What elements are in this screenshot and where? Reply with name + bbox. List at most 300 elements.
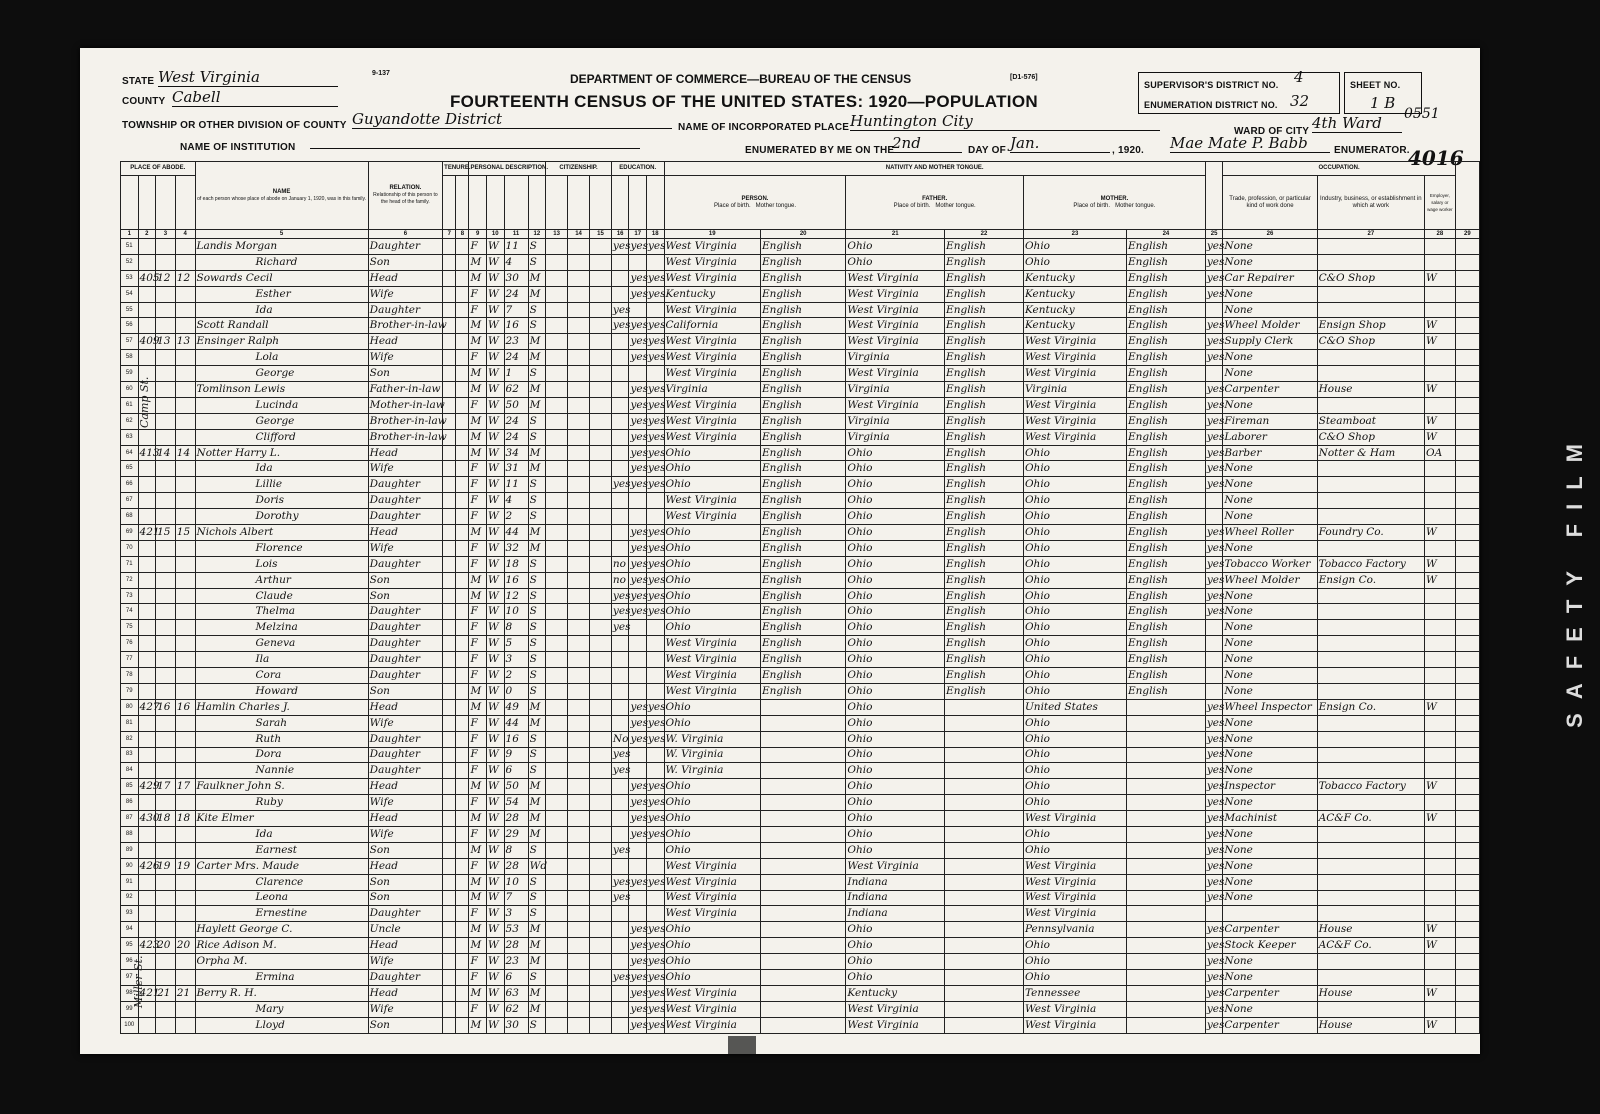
sex-cell: F [469, 747, 487, 763]
family-number-cell: 18 [175, 811, 195, 827]
occupation-cell: None [1223, 366, 1317, 382]
dwelling-number-cell [156, 461, 176, 477]
owned-cell [443, 652, 456, 668]
naturalization-year-cell [589, 302, 611, 318]
table-row [121, 842, 1480, 858]
person-name-cell: Doris [195, 493, 368, 509]
can-write-cell: yes [646, 731, 664, 747]
naturalization-year-cell [589, 350, 611, 366]
age-cell: 16 [504, 318, 528, 334]
mother-tongue-cell [760, 1017, 845, 1033]
industry-cell [1317, 254, 1424, 270]
immigration-year-cell [546, 954, 568, 970]
mother-tongue-cell: English [760, 525, 845, 541]
owned-cell [443, 461, 456, 477]
column-number: 6 [368, 230, 443, 239]
table-row [121, 763, 1480, 779]
can-read-cell: yes [629, 922, 647, 938]
can-write-cell [646, 906, 664, 922]
can-read-cell: yes [629, 731, 647, 747]
mortgage-cell [456, 286, 469, 302]
relation-cell: Daughter [368, 731, 443, 747]
naturalized-cell [568, 811, 590, 827]
employer-class-cell [1425, 858, 1456, 874]
mortgage-cell [456, 826, 469, 842]
farm-schedule-cell [1455, 826, 1479, 842]
table-row [121, 239, 1480, 255]
can-read-cell: yes [629, 954, 647, 970]
race-cell: W [486, 636, 504, 652]
dwelling-number-cell [156, 763, 176, 779]
person-name-cell: Arthur [195, 572, 368, 588]
sex-cell: M [469, 588, 487, 604]
table-row [121, 795, 1480, 811]
father-mother-tongue-cell: English [945, 668, 1024, 684]
table-row [121, 525, 1480, 541]
speaks-english-cell: yes [1205, 1001, 1223, 1017]
table-row [121, 985, 1480, 1001]
immigration-year-cell [546, 668, 568, 684]
race-cell: W [486, 906, 504, 922]
immigration-year-cell [546, 922, 568, 938]
industry-cell [1317, 858, 1424, 874]
naturalization-year-cell [589, 397, 611, 413]
immigration-year-cell [546, 588, 568, 604]
line-number-cell: 85 [121, 779, 139, 795]
dwelling-number-cell [156, 382, 176, 398]
dwelling-number-cell [156, 572, 176, 588]
father-mother-tongue-cell: English [945, 540, 1024, 556]
enumerated-day: 2nd [892, 134, 962, 153]
sex-cell: F [469, 302, 487, 318]
mother-mother-tongue-cell: English [1126, 254, 1205, 270]
race-cell: W [486, 334, 504, 350]
owned-cell [443, 779, 456, 795]
naturalization-year-cell [589, 509, 611, 525]
mother-mother-tongue-cell: English [1126, 525, 1205, 541]
farm-schedule-cell [1455, 572, 1479, 588]
father-mother-tongue-cell: English [945, 413, 1024, 429]
race-cell: W [486, 239, 504, 255]
employer-class-cell: W [1425, 1017, 1456, 1033]
birthplace-cell: West Virginia [664, 254, 760, 270]
column-number: 2 [138, 230, 156, 239]
industry-cell [1317, 969, 1424, 985]
sex-cell: F [469, 1001, 487, 1017]
line-number-cell: 82 [121, 731, 139, 747]
race-cell: W [486, 938, 504, 954]
immigration-year-cell [546, 540, 568, 556]
naturalization-year-cell [589, 413, 611, 429]
mother-mother-tongue-cell: English [1126, 286, 1205, 302]
employer-class-cell: W [1425, 429, 1456, 445]
ward-label: WARD OF CITY [1234, 126, 1310, 137]
immigration-year-cell [546, 382, 568, 398]
speaks-english-cell [1205, 636, 1223, 652]
enumerator-label: ENUMERATOR. [1334, 145, 1410, 156]
attended-school-cell [611, 509, 629, 525]
naturalization-year-cell [589, 715, 611, 731]
sex-cell: M [469, 572, 487, 588]
birthplace-cell: West Virginia [664, 270, 760, 286]
family-number-cell [175, 715, 195, 731]
mother-birthplace-cell: West Virginia [1023, 350, 1126, 366]
age-cell: 28 [504, 811, 528, 827]
house-number-cell [138, 1017, 156, 1033]
can-write-cell: yes [646, 334, 664, 350]
attended-school-cell [611, 699, 629, 715]
speaks-english-cell: yes [1205, 239, 1223, 255]
father-birthplace-cell: Ohio [846, 922, 945, 938]
person-name-cell: Ernestine [195, 906, 368, 922]
marital-status-cell: S [528, 509, 546, 525]
family-header [175, 176, 195, 230]
father-mother-tongue-cell [945, 890, 1024, 906]
employer-class-cell: W [1425, 525, 1456, 541]
father-birthplace-cell: Ohio [846, 652, 945, 668]
industry-cell [1317, 668, 1424, 684]
can-write-cell: yes [646, 461, 664, 477]
speaks-english-cell: yes [1205, 731, 1223, 747]
line-number-cell: 94 [121, 922, 139, 938]
line-number-cell: 87 [121, 811, 139, 827]
family-number-cell: 12 [175, 270, 195, 286]
mother-mother-tongue-cell [1126, 747, 1205, 763]
relation-cell: Son [368, 874, 443, 890]
father-birthplace-cell: Ohio [846, 540, 945, 556]
father-mother-tongue-cell: English [945, 556, 1024, 572]
father-mother-tongue-cell [945, 842, 1024, 858]
speaks-english-cell: yes [1205, 811, 1223, 827]
farm-schedule-cell [1455, 477, 1479, 493]
person-name-cell: George [195, 366, 368, 382]
naturalization-year-cell [589, 540, 611, 556]
industry-cell [1317, 731, 1424, 747]
owned-cell [443, 350, 456, 366]
mortgage-cell [456, 413, 469, 429]
marital-status-cell: M [528, 350, 546, 366]
mortgage-cell [456, 652, 469, 668]
owned-cell [443, 715, 456, 731]
day-of-label: DAY OF [968, 145, 1006, 156]
owned-cell [443, 556, 456, 572]
line-number-cell: 86 [121, 795, 139, 811]
naturalization-year-cell [589, 445, 611, 461]
mortgage-cell [456, 938, 469, 954]
immigration-year-cell [546, 270, 568, 286]
house-number-cell: 409 [138, 334, 156, 350]
attended-school-cell [611, 334, 629, 350]
age-cell: 49 [504, 699, 528, 715]
table-row [121, 715, 1480, 731]
age-cell: 32 [504, 540, 528, 556]
can-write-cell: yes [646, 382, 664, 398]
naturalized-cell [568, 731, 590, 747]
attended-school-cell [611, 715, 629, 731]
relation-cell: Wife [368, 461, 443, 477]
farm-schedule-cell [1455, 525, 1479, 541]
relation-cell: Daughter [368, 747, 443, 763]
relation-cell: Daughter [368, 509, 443, 525]
naturalized-cell [568, 350, 590, 366]
enumerator-name: Mae Mate P. Babb [1170, 134, 1330, 153]
house-number-cell [138, 922, 156, 938]
occupation-cell: None [1223, 715, 1317, 731]
mother-mother-tongue-cell [1126, 890, 1205, 906]
speaks-english-cell: yes [1205, 842, 1223, 858]
naturalization-year-cell [589, 985, 611, 1001]
immigration-year-cell [546, 493, 568, 509]
place-label: NAME OF INCORPORATED PLACE [678, 122, 850, 133]
table-row [121, 731, 1480, 747]
mother-mother-tongue-cell [1126, 699, 1205, 715]
sex-cell: F [469, 604, 487, 620]
mother-birthplace-cell: Ohio [1023, 509, 1126, 525]
naturalized-cell [568, 938, 590, 954]
can-read-cell: yes [629, 795, 647, 811]
attended-school-cell [611, 445, 629, 461]
father-birthplace-cell: West Virginia [846, 318, 945, 334]
relation-cell: Head [368, 445, 443, 461]
industry-cell: Ensign Co. [1317, 572, 1424, 588]
naturalized-cell [568, 572, 590, 588]
age-cell: 44 [504, 715, 528, 731]
owned-cell [443, 572, 456, 588]
can-read-cell [629, 763, 647, 779]
place-value: Huntington City [850, 112, 1160, 131]
attended-school-cell: yes [611, 969, 629, 985]
sex-cell: M [469, 254, 487, 270]
person-name-cell: Dora [195, 747, 368, 763]
street-header [121, 176, 139, 230]
immigration-year-cell [546, 636, 568, 652]
line-number-cell: 60 [121, 382, 139, 398]
industry-cell [1317, 350, 1424, 366]
marital-status-cell: M [528, 540, 546, 556]
mother-mother-tongue-cell: English [1126, 668, 1205, 684]
farm-schedule-cell [1455, 350, 1479, 366]
can-read-cell: yes [629, 429, 647, 445]
naturalized-cell [568, 382, 590, 398]
can-read-cell: yes [629, 397, 647, 413]
speaks-english-cell: yes [1205, 763, 1223, 779]
mortgage-cell [456, 461, 469, 477]
farm-schedule-cell [1455, 683, 1479, 699]
sex-cell: M [469, 318, 487, 334]
person-name-cell: Lucinda [195, 397, 368, 413]
dwelling-number-cell: 15 [156, 525, 176, 541]
age-cell: 62 [504, 1001, 528, 1017]
father-mother-tongue-cell [945, 699, 1024, 715]
mother-birthplace-cell: Ohio [1023, 668, 1126, 684]
mother-tongue-cell [760, 954, 845, 970]
birthplace-cell: Ohio [664, 842, 760, 858]
race-cell: W [486, 620, 504, 636]
dwelling-number-cell [156, 540, 176, 556]
relation-cell: Head [368, 270, 443, 286]
owned-cell [443, 254, 456, 270]
employer-class-cell [1425, 239, 1456, 255]
table-row [121, 1017, 1480, 1033]
speaks-english-cell: yes [1205, 890, 1223, 906]
naturalization-year-cell [589, 1017, 611, 1033]
relation-cell: Son [368, 890, 443, 906]
mother-birthplace-cell: Ohio [1023, 763, 1126, 779]
mortgage-cell [456, 540, 469, 556]
county-value: Cabell [172, 88, 338, 107]
industry-cell: AC&F Co. [1317, 811, 1424, 827]
marital-status-cell: S [528, 731, 546, 747]
owned-cell [443, 604, 456, 620]
sex-cell: F [469, 715, 487, 731]
attended-school-cell [611, 540, 629, 556]
naturalized-cell [568, 604, 590, 620]
mother-birthplace-cell: West Virginia [1023, 890, 1126, 906]
mother-birthplace-cell: Ohio [1023, 588, 1126, 604]
naturalization-year-cell [589, 286, 611, 302]
father-birthplace-cell: Virginia [846, 429, 945, 445]
mother-tongue-cell: English [760, 540, 845, 556]
farm-schedule-cell [1455, 906, 1479, 922]
sex-cell: F [469, 350, 487, 366]
occupation-cell: None [1223, 636, 1317, 652]
line-number-cell: 76 [121, 636, 139, 652]
relation-cell: Daughter [368, 969, 443, 985]
table-row [121, 620, 1480, 636]
relation-cell: Wife [368, 715, 443, 731]
immigration-year-cell [546, 239, 568, 255]
can-read-cell [629, 652, 647, 668]
table-row [121, 1001, 1480, 1017]
mortgage-cell [456, 731, 469, 747]
dwelling-number-cell [156, 350, 176, 366]
can-write-cell: yes [646, 779, 664, 795]
immigration-year-cell [546, 318, 568, 334]
age-cell: 7 [504, 890, 528, 906]
farm-schedule-cell [1455, 270, 1479, 286]
farm-schedule-cell [1455, 604, 1479, 620]
industry-cell [1317, 509, 1424, 525]
mother-mother-tongue-cell [1126, 795, 1205, 811]
family-number-cell [175, 969, 195, 985]
relation-cell: Son [368, 366, 443, 382]
mother-birthplace-cell: Ohio [1023, 842, 1126, 858]
mother-tongue-cell: English [760, 604, 845, 620]
relation-cell: Head [368, 985, 443, 1001]
sex-cell: F [469, 477, 487, 493]
speaks-english-cell [1205, 906, 1223, 922]
owned-cell [443, 795, 456, 811]
immigration-year-cell [546, 620, 568, 636]
attended-school-cell: yes [611, 318, 629, 334]
family-number-cell [175, 652, 195, 668]
person-name-cell: Geneva [195, 636, 368, 652]
farm-schedule-cell [1455, 699, 1479, 715]
speaks-english-cell: yes [1205, 429, 1223, 445]
township-value: Guyandotte District [352, 110, 672, 129]
immigration-year-cell [546, 731, 568, 747]
family-number-cell [175, 795, 195, 811]
employer-class-cell: W [1425, 334, 1456, 350]
employer-class-cell [1425, 350, 1456, 366]
employer-class-cell [1425, 826, 1456, 842]
line-number-cell: 57 [121, 334, 139, 350]
table-row [121, 477, 1480, 493]
column-number: 1 [121, 230, 139, 239]
mortgage-cell [456, 747, 469, 763]
race-cell: W [486, 795, 504, 811]
can-read-cell [629, 493, 647, 509]
relation-cell: Son [368, 842, 443, 858]
father-birthplace-cell: Virginia [846, 350, 945, 366]
person-name-cell: Rice Adison M. [195, 938, 368, 954]
occupation-cell: None [1223, 509, 1317, 525]
sex-cell: F [469, 397, 487, 413]
mother-mother-tongue-cell: English [1126, 683, 1205, 699]
speaks-english-cell: yes [1205, 969, 1223, 985]
farm-schedule-cell [1455, 620, 1479, 636]
sex-cell: F [469, 493, 487, 509]
family-number-cell [175, 366, 195, 382]
employer-class-cell: W [1425, 318, 1456, 334]
race-cell: W [486, 858, 504, 874]
dwelling-number-cell [156, 302, 176, 318]
occupation-cell: Inspector [1223, 779, 1317, 795]
naturalized-cell [568, 826, 590, 842]
immigration-year-cell [546, 826, 568, 842]
table-row [121, 747, 1480, 763]
industry-cell [1317, 842, 1424, 858]
immigration-year-cell [546, 1001, 568, 1017]
farm-schedule-cell [1455, 795, 1479, 811]
sex-cell: F [469, 906, 487, 922]
sex-cell: F [469, 969, 487, 985]
father-mother-tongue-cell [945, 906, 1024, 922]
occupation-cell: None [1223, 477, 1317, 493]
can-write-cell: yes [646, 715, 664, 731]
immigration-year-cell [546, 763, 568, 779]
can-read-cell: yes [629, 938, 647, 954]
relation-cell: Daughter [368, 668, 443, 684]
father-birthplace-cell: Ohio [846, 747, 945, 763]
occupation-cell: None [1223, 795, 1317, 811]
naturalized-cell [568, 874, 590, 890]
can-write-cell: yes [646, 922, 664, 938]
attended-school-cell [611, 795, 629, 811]
dwelling-header [156, 176, 176, 230]
race-cell: W [486, 842, 504, 858]
birthplace-cell: West Virginia [664, 858, 760, 874]
speaks-english-cell [1205, 652, 1223, 668]
father-mother-tongue-cell [945, 795, 1024, 811]
employer-class-cell [1425, 795, 1456, 811]
dwelling-number-cell [156, 795, 176, 811]
sheet-value: 1 B [1370, 94, 1396, 112]
house-number-cell: 421 [138, 985, 156, 1001]
owned-cell [443, 620, 456, 636]
line-number-cell: 97 [121, 969, 139, 985]
naturalized-cell [568, 906, 590, 922]
speaks-english-cell: yes [1205, 525, 1223, 541]
father-mother-tongue-cell: English [945, 461, 1024, 477]
naturalized-cell [568, 683, 590, 699]
family-number-cell [175, 350, 195, 366]
family-number-cell [175, 1001, 195, 1017]
dwelling-number-cell [156, 286, 176, 302]
can-read-cell: yes [629, 270, 647, 286]
mother-tongue-cell: English [760, 636, 845, 652]
farm-schedule-cell [1455, 397, 1479, 413]
